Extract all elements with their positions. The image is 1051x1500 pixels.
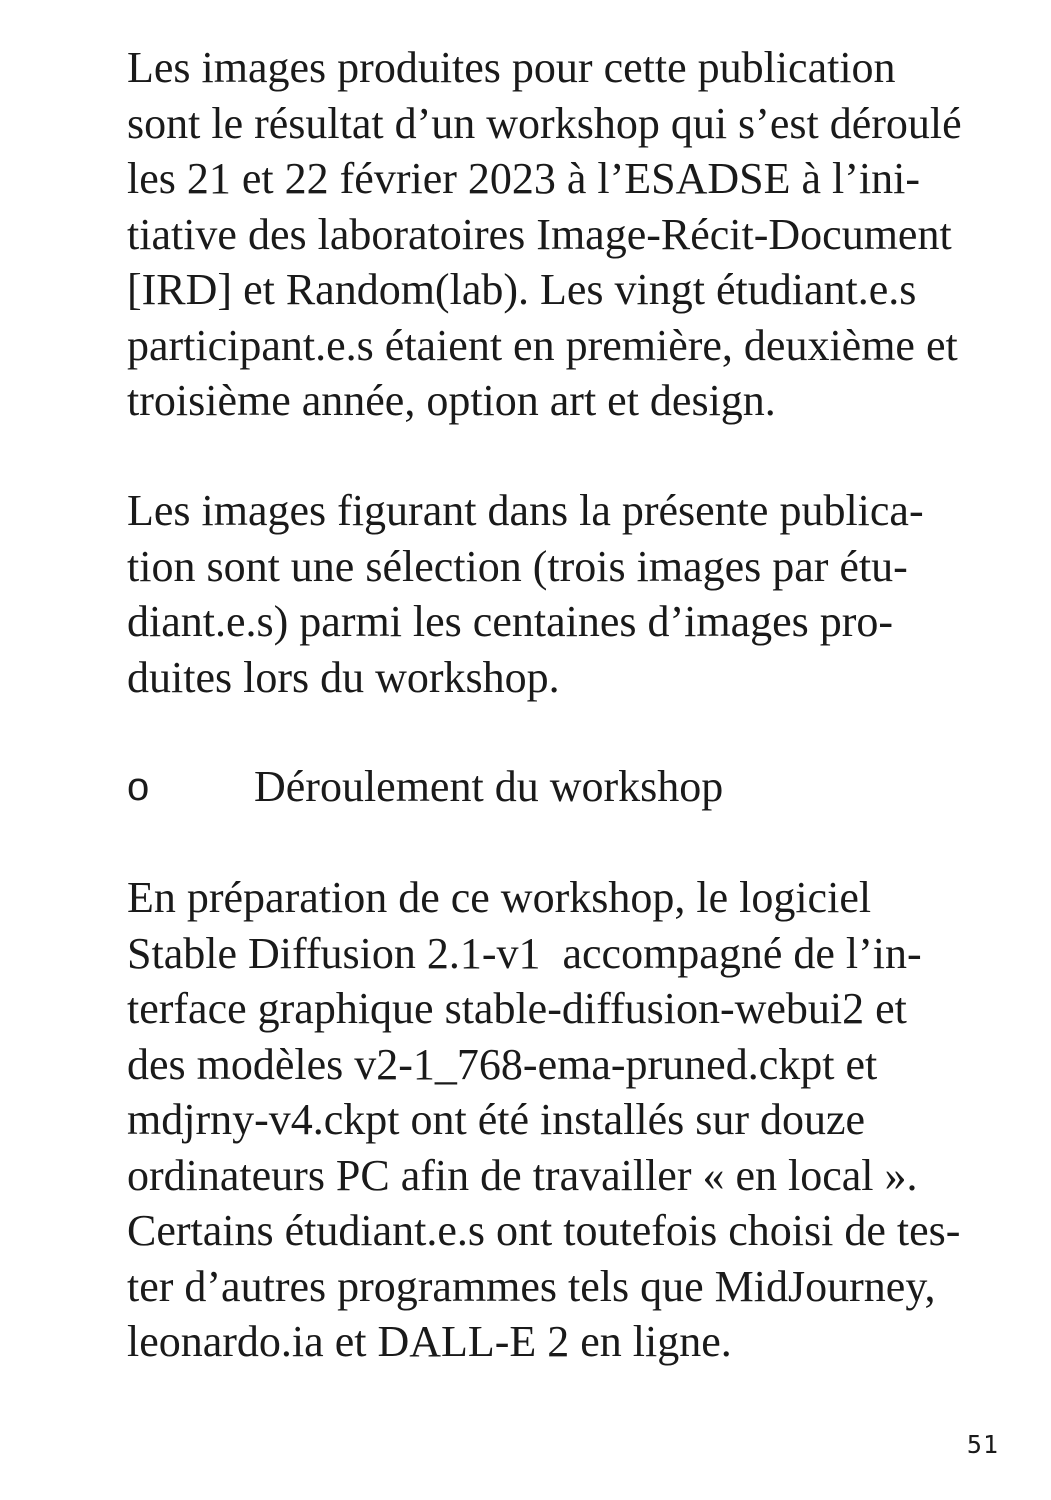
selection-paragraph [127,483,1027,705]
text-line: Les images figurant dans la présente publica- [127,486,924,535]
text-line: [IRD] et Random(lab). Les vingt étudiant.e.s [127,265,917,314]
preparation-paragraph [127,870,1027,1370]
text-line: les 21 et 22 février 2023 à l’ESADSE à l’ini- [127,154,921,203]
text-line: terface graphique stable-diffusion-webui2 et [127,984,907,1033]
section-heading [127,759,1027,815]
text-line: ter d’autres programmes tels que MidJourney, [127,1261,936,1311]
text-line: participant.e.s étaient en première, deuxième et [127,320,958,370]
text-line: troisième année, option art et design. [127,376,776,425]
page-number: 51 [966,1430,999,1459]
text-line: Les images produites pour cette publication [127,43,896,92]
text-line: En préparation de ce workshop, le logiciel [127,873,872,922]
text-line: tiative des laboratoires Image-Récit-Document [127,209,952,259]
section-title: Déroulement du workshop [254,762,724,811]
text-line: Stable Diffusion 2.1-v1 accompagné de l’in- [127,928,922,978]
section-marker: o [127,765,150,809]
text-line: tion sont une sélection (trois images par étu- [127,541,908,591]
text-line: ordinateurs PC afin de travailler « en local ». [127,1150,918,1200]
text-line: duites lors du workshop. [127,652,560,702]
text-line: Certains étudiant.e.s ont toutefois choisi de tes- [127,1206,961,1255]
text-line: mdjrny-v4.ckpt ont été installés sur douze [127,1095,866,1144]
text-line: diant.e.s) parmi les centaines d’images pro- [127,597,894,646]
intro-paragraph [127,40,1027,429]
text-line: des modèles v2-1_768-ema-pruned.ckpt et [127,1039,878,1089]
text-line: leonardo.ia et DALL-E 2 en ligne. [127,1317,732,1366]
text-line: sont le résultat d’un workshop qui s’est déroulé [127,98,962,148]
